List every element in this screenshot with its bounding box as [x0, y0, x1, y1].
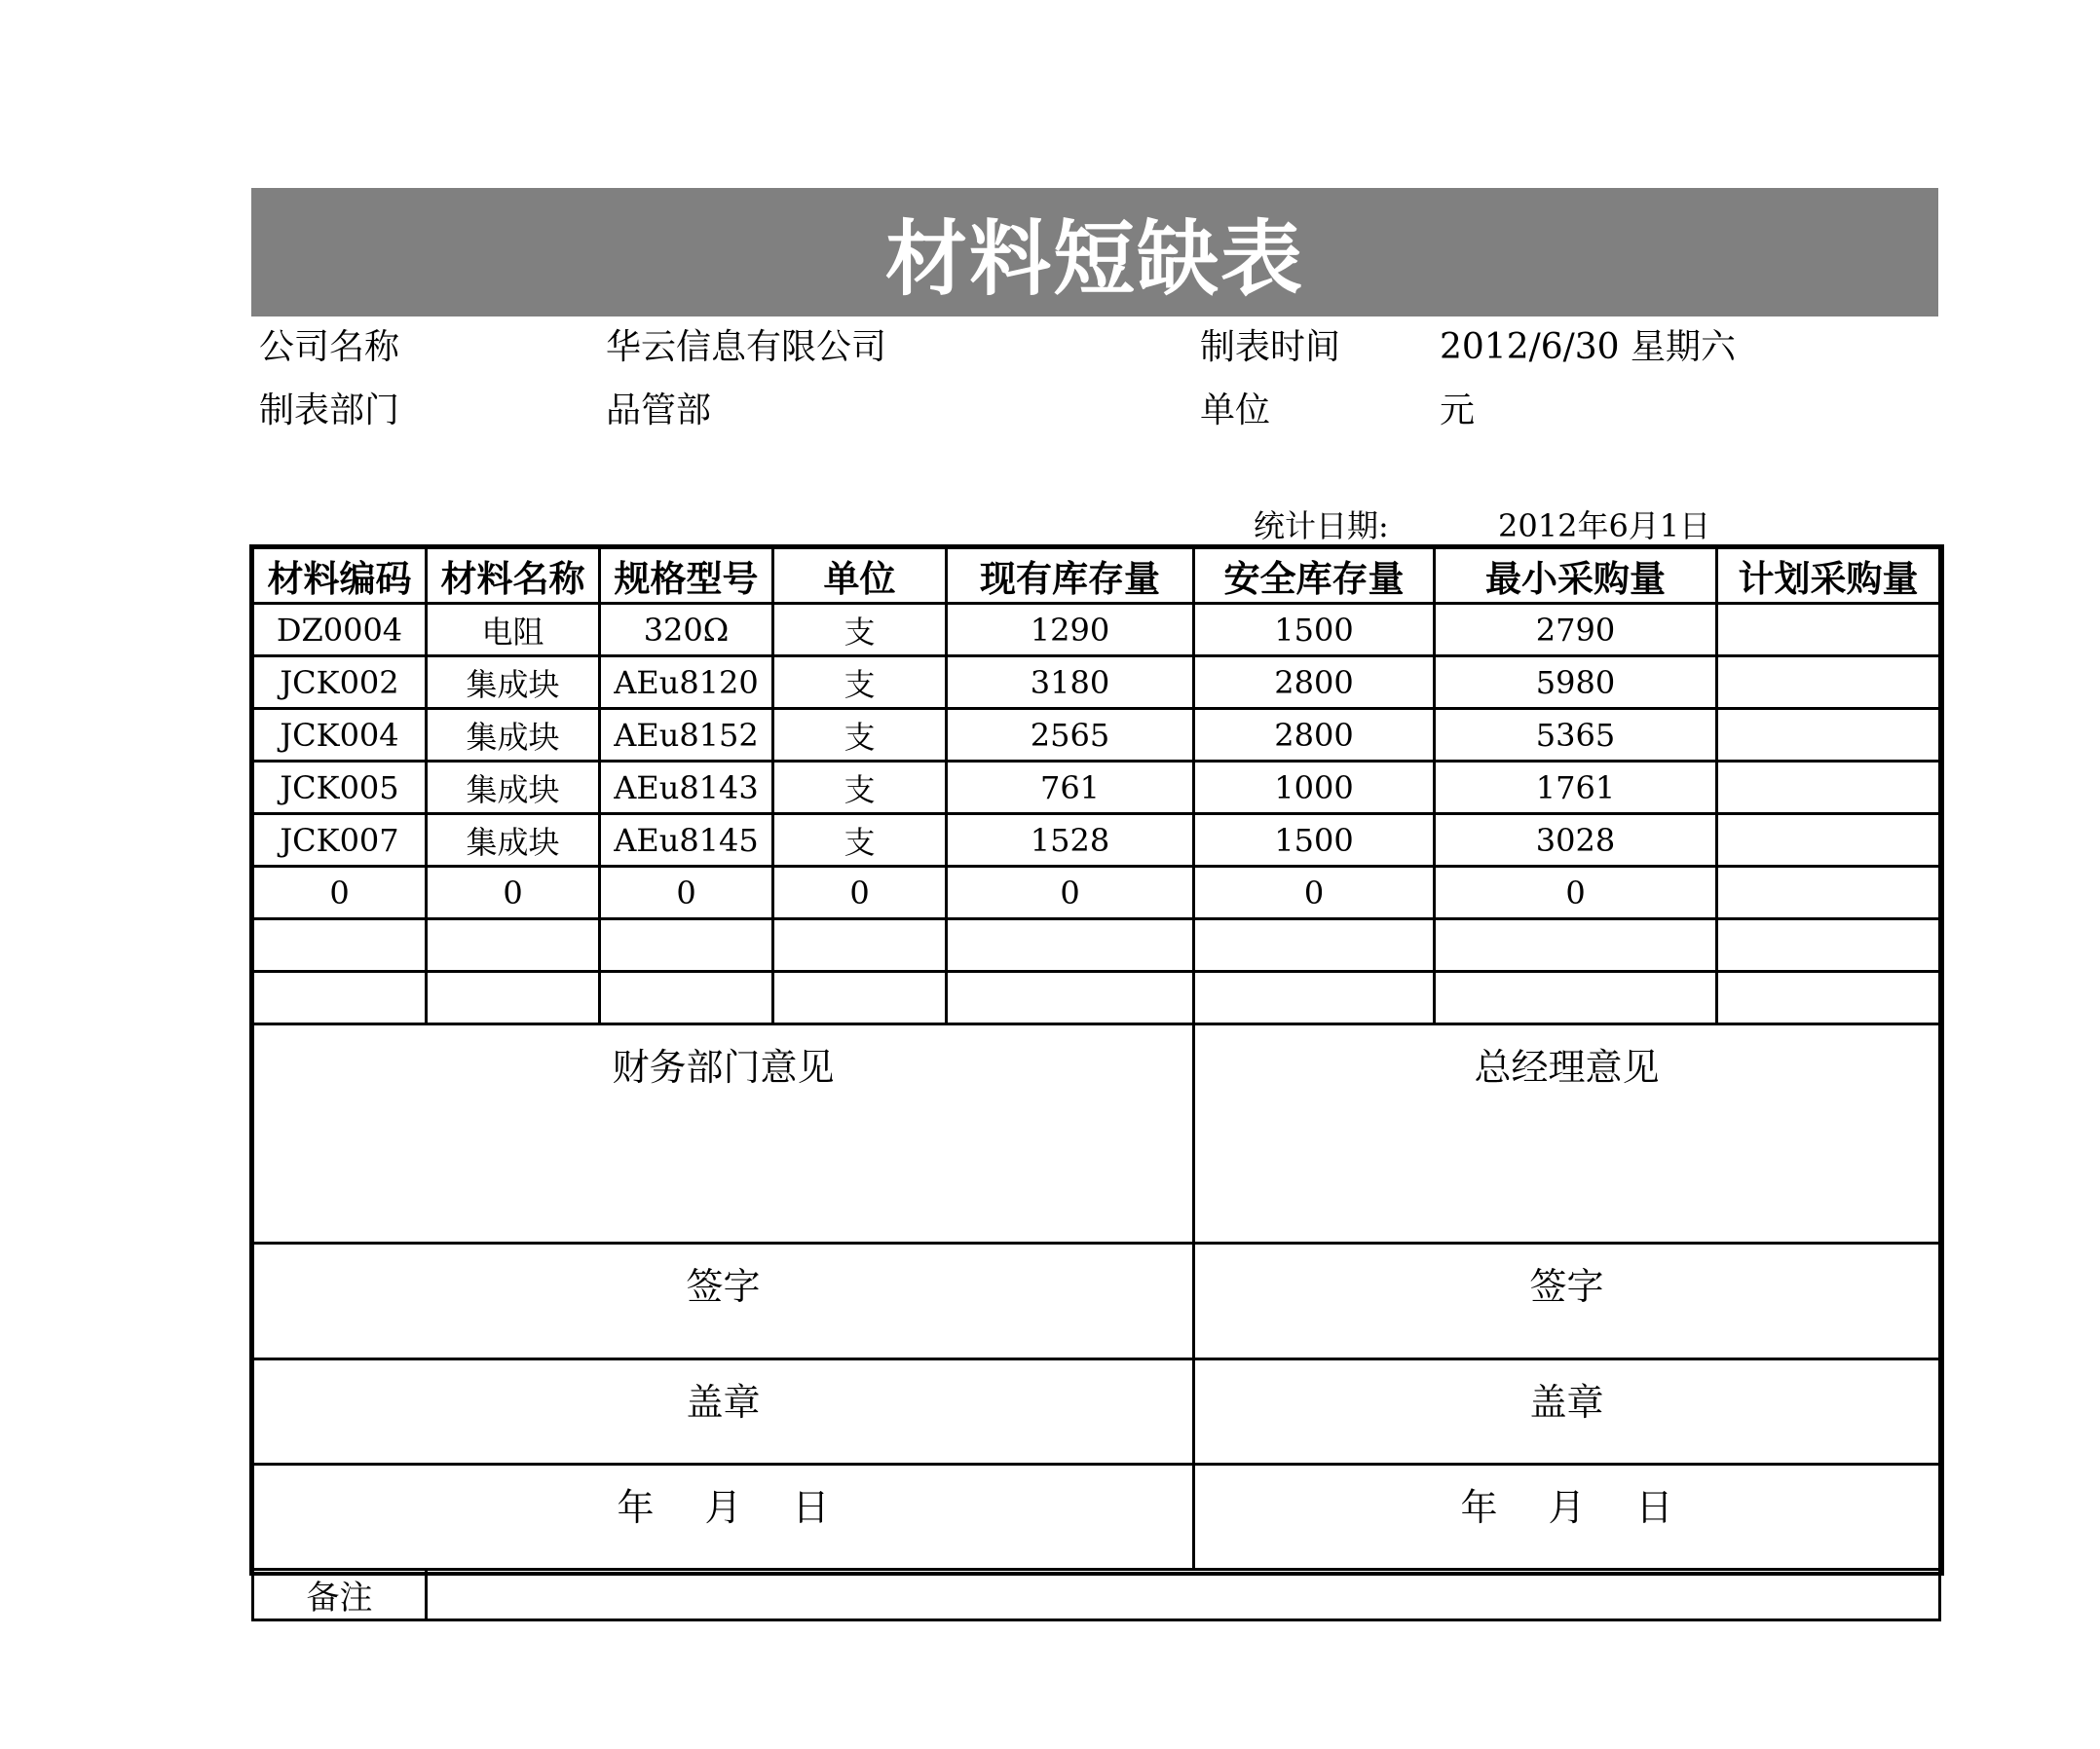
cell[interactable]: 5365 — [1435, 709, 1717, 762]
cell[interactable]: AEu8143 — [600, 762, 773, 814]
cell[interactable] — [1717, 919, 1940, 972]
cell[interactable] — [1194, 919, 1435, 972]
cell[interactable]: 集成块 — [427, 814, 600, 867]
table-row — [253, 709, 1940, 762]
cell[interactable]: 集成块 — [427, 709, 600, 762]
cell[interactable]: 1500 — [1194, 814, 1435, 867]
cell[interactable] — [1435, 919, 1717, 972]
date-row — [253, 1465, 1940, 1570]
header-unit: 单位 — [773, 548, 947, 604]
cell[interactable] — [600, 972, 773, 1024]
stat-date-label: 统计日期: — [1254, 507, 1389, 544]
header-safety-stock: 安全库存量 — [1194, 548, 1435, 604]
cell[interactable]: 761 — [947, 762, 1194, 814]
opinion-row — [253, 1024, 1940, 1244]
table-row — [253, 814, 1940, 867]
cell[interactable] — [1717, 814, 1940, 867]
year-label: 年 — [617, 1486, 655, 1529]
cell[interactable]: JCK002 — [253, 656, 427, 709]
cell[interactable]: 电阻 — [427, 604, 600, 656]
cell[interactable] — [947, 919, 1194, 972]
cell[interactable]: AEu8145 — [600, 814, 773, 867]
header-min-purchase: 最小采购量 — [1435, 548, 1717, 604]
table-row — [253, 867, 1940, 919]
header-stock: 现有库存量 — [947, 548, 1194, 604]
table-row — [253, 604, 1940, 656]
time-label: 制表时间 — [1200, 327, 1341, 367]
signature-row — [253, 1244, 1940, 1359]
cell[interactable]: 1528 — [947, 814, 1194, 867]
cell[interactable]: 支 — [773, 762, 947, 814]
cell[interactable]: AEu8120 — [600, 656, 773, 709]
table-row — [253, 656, 1940, 709]
cell[interactable]: 1290 — [947, 604, 1194, 656]
cell[interactable]: 1500 — [1194, 604, 1435, 656]
cell[interactable] — [1717, 656, 1940, 709]
cell[interactable] — [773, 972, 947, 1024]
year-label: 年 — [1460, 1486, 1498, 1529]
dept-label: 制表部门 — [259, 391, 400, 430]
cell[interactable]: JCK004 — [253, 709, 427, 762]
day-label: 日 — [1635, 1486, 1673, 1529]
cell[interactable] — [1717, 762, 1940, 814]
company-label: 公司名称 — [259, 327, 400, 367]
cell[interactable] — [773, 919, 947, 972]
cell[interactable] — [1435, 972, 1717, 1024]
cell[interactable]: 0 — [600, 867, 773, 919]
header-plan-purchase: 计划采购量 — [1717, 548, 1940, 604]
cell[interactable] — [600, 919, 773, 972]
cell[interactable]: AEu8152 — [600, 709, 773, 762]
cell[interactable]: 0 — [1194, 867, 1435, 919]
cell[interactable] — [427, 972, 600, 1024]
cell[interactable]: 0 — [947, 867, 1194, 919]
company-value: 华云信息有限公司 — [606, 327, 887, 367]
cell[interactable]: 2565 — [947, 709, 1194, 762]
cell[interactable]: JCK007 — [253, 814, 427, 867]
header-name: 材料名称 — [427, 548, 600, 604]
cell[interactable] — [947, 972, 1194, 1024]
unit-value: 元 — [1440, 391, 1476, 430]
cell[interactable]: 3028 — [1435, 814, 1717, 867]
cell[interactable] — [1717, 867, 1940, 919]
day-label: 日 — [792, 1486, 830, 1529]
cell[interactable]: 0 — [253, 867, 427, 919]
finance-date[interactable] — [253, 1465, 1194, 1570]
cell[interactable]: 0 — [427, 867, 600, 919]
shortage-table — [251, 546, 1941, 1621]
cell[interactable] — [1717, 972, 1940, 1024]
seal-row — [253, 1359, 1940, 1465]
cell[interactable]: 集成块 — [427, 762, 600, 814]
cell[interactable] — [1194, 972, 1435, 1024]
dept-value: 品管部 — [606, 391, 712, 430]
cell[interactable]: 2790 — [1435, 604, 1717, 656]
cell[interactable]: 1761 — [1435, 762, 1717, 814]
month-label: 月 — [1548, 1486, 1586, 1529]
cell[interactable]: JCK005 — [253, 762, 427, 814]
note-value[interactable] — [427, 1570, 1940, 1620]
cell[interactable]: 320Ω — [600, 604, 773, 656]
month-label: 月 — [704, 1486, 742, 1529]
cell[interactable]: 支 — [773, 656, 947, 709]
cell[interactable] — [1717, 604, 1940, 656]
table-row — [253, 919, 1940, 972]
header-spec: 规格型号 — [600, 548, 773, 604]
page-title: 材料短缺表 — [251, 188, 1938, 316]
note-label: 备注 — [253, 1570, 427, 1620]
manager-seal[interactable]: 盖章 — [1194, 1359, 1940, 1465]
finance-seal[interactable]: 盖章 — [253, 1359, 1194, 1465]
header-code: 材料编码 — [253, 548, 427, 604]
stat-date-value: 2012年6月1日 — [1498, 507, 1711, 544]
cell[interactable]: 0 — [1435, 867, 1717, 919]
finance-sign[interactable]: 签字 — [253, 1244, 1194, 1359]
table-row — [253, 972, 1940, 1024]
cell[interactable]: 1000 — [1194, 762, 1435, 814]
cell[interactable]: 3180 — [947, 656, 1194, 709]
cell[interactable]: 2800 — [1194, 709, 1435, 762]
cell[interactable]: 支 — [773, 604, 947, 656]
manager-opinion[interactable]: 总经理意见 — [1194, 1024, 1940, 1244]
table-header-row — [253, 548, 1940, 604]
manager-sign[interactable]: 签字 — [1194, 1244, 1940, 1359]
unit-label: 单位 — [1200, 391, 1271, 430]
cell[interactable] — [1717, 709, 1940, 762]
cell[interactable]: 支 — [773, 814, 947, 867]
cell[interactable]: DZ0004 — [253, 604, 427, 656]
time-value: 2012/6/30 星期六 — [1440, 327, 1737, 367]
manager-date[interactable] — [1194, 1465, 1940, 1570]
cell[interactable]: 5980 — [1435, 656, 1717, 709]
cell[interactable] — [253, 972, 427, 1024]
cell[interactable] — [253, 919, 427, 972]
cell[interactable]: 0 — [773, 867, 947, 919]
cell[interactable]: 集成块 — [427, 656, 600, 709]
cell[interactable] — [427, 919, 600, 972]
note-row — [253, 1570, 1940, 1620]
finance-opinion[interactable]: 财务部门意见 — [253, 1024, 1194, 1244]
cell[interactable]: 2800 — [1194, 656, 1435, 709]
cell[interactable]: 支 — [773, 709, 947, 762]
table-row — [253, 762, 1940, 814]
